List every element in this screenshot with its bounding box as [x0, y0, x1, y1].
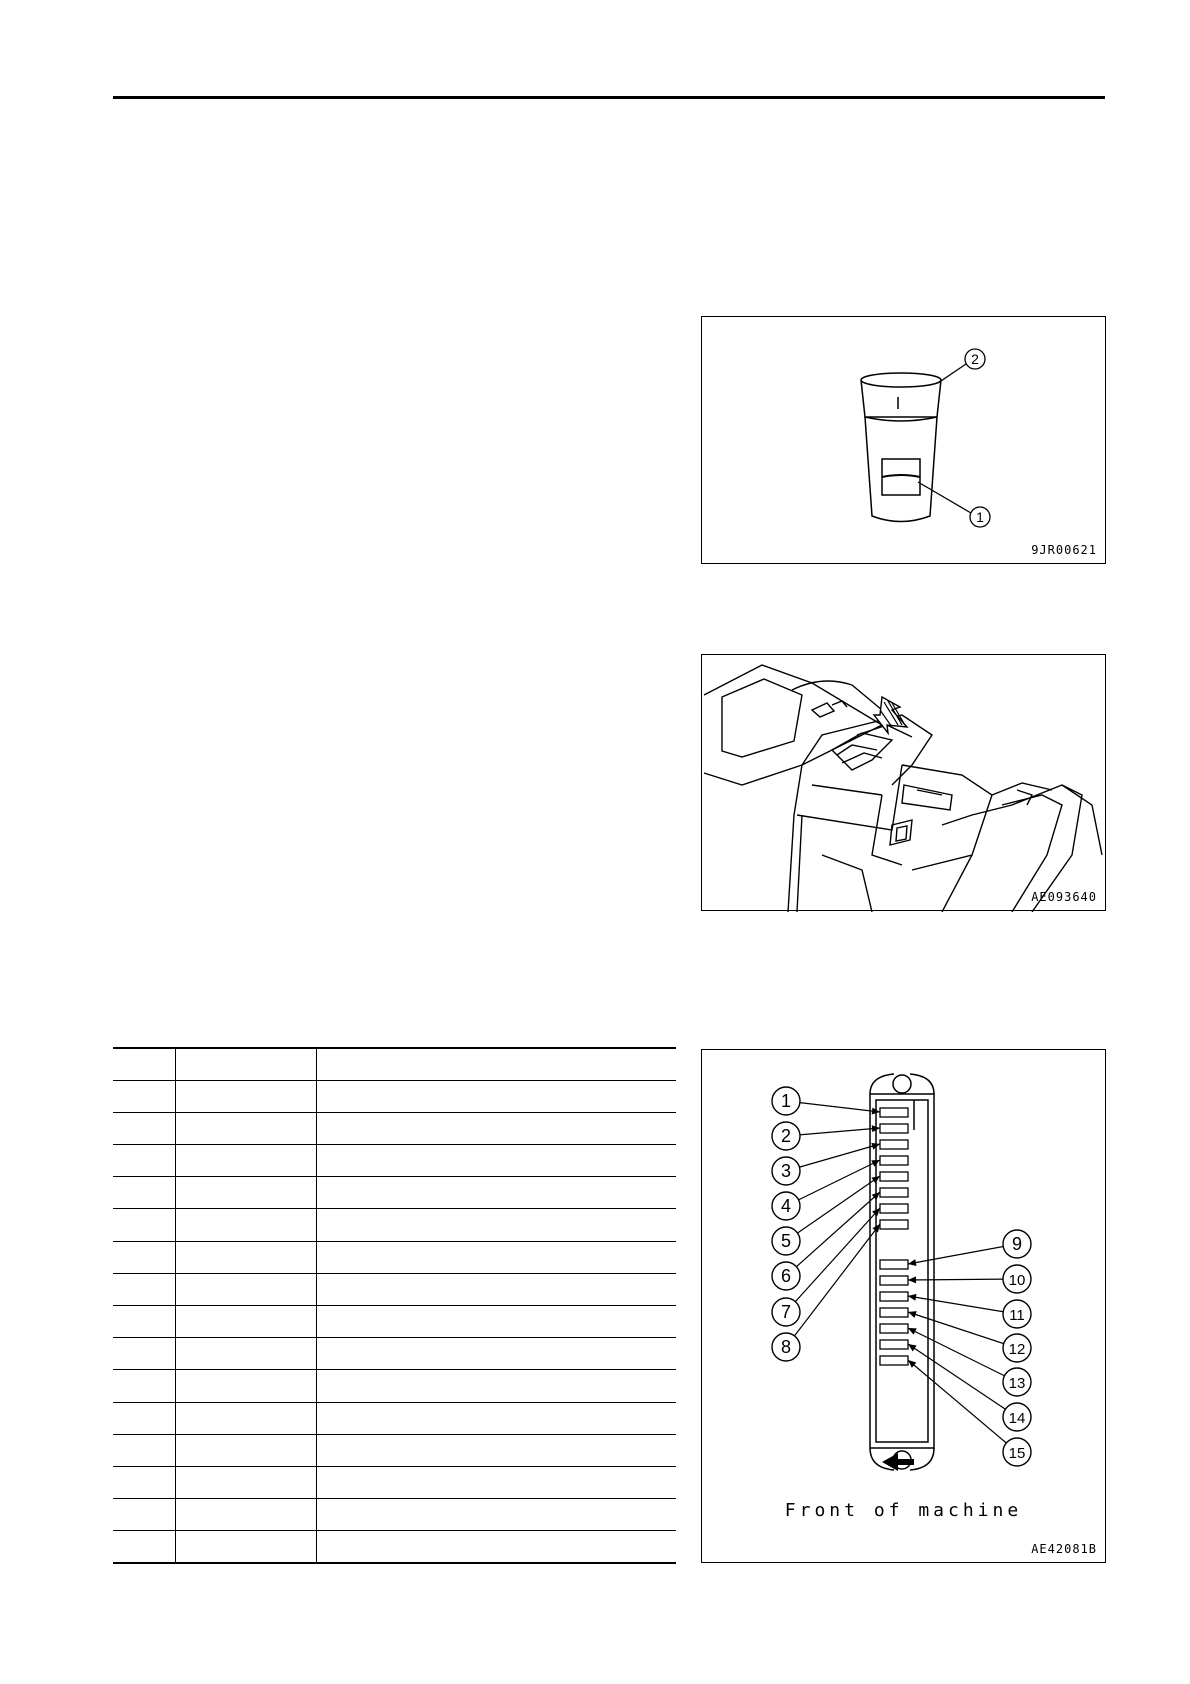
table-row [113, 1177, 676, 1209]
table-cell [317, 1080, 677, 1112]
table-cell [317, 1531, 677, 1563]
pin-slot [880, 1220, 908, 1229]
table-row [113, 1434, 676, 1466]
table-row [113, 1080, 676, 1112]
figure-code: AE093640 [1031, 890, 1097, 904]
pin-slot [880, 1204, 908, 1213]
table-cell [317, 1241, 677, 1273]
table-cell [113, 1080, 176, 1112]
table-cell [317, 1112, 677, 1144]
table-cell [317, 1145, 677, 1177]
console-drawing [702, 655, 1107, 912]
table-cell [113, 1531, 176, 1563]
figure-sight-gauge [701, 316, 1106, 564]
table-cell [113, 1466, 176, 1498]
pin-callout-9 [908, 1230, 1031, 1266]
table-cell [176, 1402, 317, 1434]
pin-slot [880, 1356, 908, 1365]
table-row [113, 1241, 676, 1273]
table-row [113, 1402, 676, 1434]
table-cell [176, 1370, 317, 1402]
table-cell [113, 1306, 176, 1338]
table-cell [113, 1338, 176, 1370]
table-cell [113, 1177, 176, 1209]
table-row [113, 1209, 676, 1241]
table-cell [176, 1273, 317, 1305]
pin-slot [880, 1156, 908, 1165]
table-cell [176, 1112, 317, 1144]
pin-callout-label: 12 [1008, 1341, 1026, 1358]
table-row [113, 1466, 676, 1498]
pin-callout-10 [908, 1265, 1031, 1293]
table-row [113, 1273, 676, 1305]
pin-callout-label: 3 [780, 1161, 792, 1181]
table-cell [113, 1499, 176, 1531]
table-row [113, 1370, 676, 1402]
connector-drawing [702, 1050, 1107, 1564]
table-cell [317, 1273, 677, 1305]
pin-slot [880, 1292, 908, 1301]
table-cell [113, 1209, 176, 1241]
table-cell [176, 1241, 317, 1273]
table-cell [113, 1434, 176, 1466]
figure-code: 9JR00621 [1031, 543, 1097, 557]
pin-callout-label: 13 [1008, 1375, 1026, 1392]
callout-1: 1 [976, 509, 984, 525]
table-row [113, 1531, 676, 1563]
table-cell [113, 1048, 176, 1080]
callout-2: 2 [971, 351, 979, 367]
table-cell [113, 1241, 176, 1273]
table-cell [317, 1402, 677, 1434]
figure-console-location [701, 654, 1106, 911]
pin-callout-11 [908, 1294, 1031, 1328]
table-cell [113, 1402, 176, 1434]
pin-slot [880, 1324, 908, 1333]
table-row [113, 1306, 676, 1338]
table-row [113, 1048, 676, 1080]
table-cell [317, 1434, 677, 1466]
table-cell [176, 1306, 317, 1338]
pin-callout-label: 9 [1011, 1234, 1023, 1254]
table-cell [113, 1273, 176, 1305]
pin-slot [880, 1124, 908, 1133]
table-cell [317, 1048, 677, 1080]
pin-slot [880, 1340, 908, 1349]
table-cell [176, 1466, 317, 1498]
table-cell [176, 1338, 317, 1370]
table-cell [176, 1434, 317, 1466]
pin-callout-1 [772, 1087, 880, 1115]
table-row [113, 1145, 676, 1177]
pin-callout-label: 7 [780, 1302, 792, 1322]
table-row [113, 1499, 676, 1531]
pin-slot [880, 1276, 908, 1285]
table-cell [317, 1306, 677, 1338]
pin-slot [880, 1108, 908, 1117]
table-cell [176, 1048, 317, 1080]
table-cell [176, 1177, 317, 1209]
pin-callout-2 [772, 1122, 880, 1150]
table-cell [317, 1338, 677, 1370]
pin-callout-label: 1 [780, 1091, 792, 1111]
pin-table [113, 1047, 676, 1564]
table-cell [317, 1499, 677, 1531]
pin-slot [880, 1308, 908, 1317]
pin-callout-label: 10 [1008, 1272, 1026, 1289]
pin-callout-label: 15 [1008, 1445, 1026, 1462]
table-cell [113, 1145, 176, 1177]
table-cell [113, 1112, 176, 1144]
pin-callout-label: 14 [1008, 1410, 1026, 1427]
table-cell [113, 1370, 176, 1402]
table-cell [176, 1209, 317, 1241]
table-cell [317, 1177, 677, 1209]
header-rule [113, 96, 1105, 99]
table-cell [176, 1145, 317, 1177]
figure-code: AE42081B [1031, 1542, 1097, 1556]
table-cell [317, 1209, 677, 1241]
pin-slot [880, 1188, 908, 1197]
pin-callout-label: 2 [780, 1126, 792, 1146]
pin-slot [880, 1172, 908, 1181]
pin-callout-label: 11 [1009, 1307, 1025, 1324]
pin-callout-label: 4 [780, 1196, 792, 1216]
pin-callout-label: 8 [780, 1337, 792, 1357]
pin-callout-label: 6 [780, 1266, 792, 1286]
sight-gauge-drawing [702, 317, 1107, 565]
pin-callout-label: 5 [780, 1231, 792, 1251]
mount-hole-top [893, 1075, 911, 1093]
pin-slot [880, 1260, 908, 1269]
front-of-machine-label: Front of machine [784, 1500, 1023, 1521]
pin-slot [880, 1140, 908, 1149]
table-cell [317, 1370, 677, 1402]
table-cell [176, 1080, 317, 1112]
table-cell [176, 1531, 317, 1563]
table-row [113, 1112, 676, 1144]
figure-connector-pins [701, 1049, 1106, 1563]
table-row [113, 1338, 676, 1370]
table-cell [317, 1466, 677, 1498]
table-cell [176, 1499, 317, 1531]
